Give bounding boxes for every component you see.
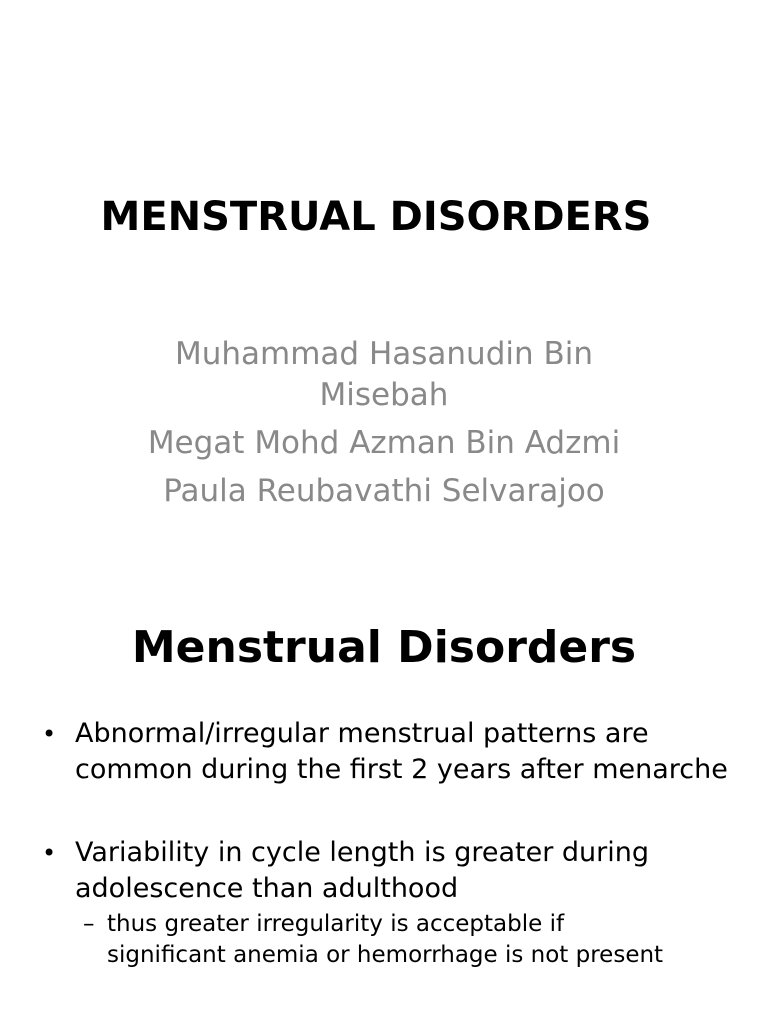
author-name: Megat Mohd Azman Bin Adzmi [147, 425, 621, 461]
bullet-item [0, 835, 768, 971]
author-name: Paula Reubavathi Selvarajoo [163, 473, 605, 509]
sub-bullet-list [75, 909, 728, 971]
bullet-marker: • [42, 839, 57, 867]
bullet-text: Variability in cycle length is greater during adolescence than adulthood [75, 837, 650, 904]
slide-heading: Menstrual Disorders [131, 622, 637, 673]
bullet-text: Abnormal/irregular menstrual patterns are common during the first 2 years after menarche [75, 718, 728, 785]
bullet-list [0, 716, 768, 971]
author-list [0, 334, 768, 519]
content-slide [0, 576, 768, 1024]
sub-bullet-marker: – [83, 911, 95, 937]
sub-bullet-text: thus greater irregularity is acceptable if significant anemia or hemorrhage is not present [107, 911, 664, 968]
sub-bullet-item [75, 909, 728, 971]
bullet-marker: • [42, 720, 57, 748]
slide-title: MENSTRUAL DISORDERS [100, 194, 652, 240]
author-name: Muhammad Hasanudin Bin Misebah [174, 336, 594, 413]
bullet-item [0, 716, 768, 788]
